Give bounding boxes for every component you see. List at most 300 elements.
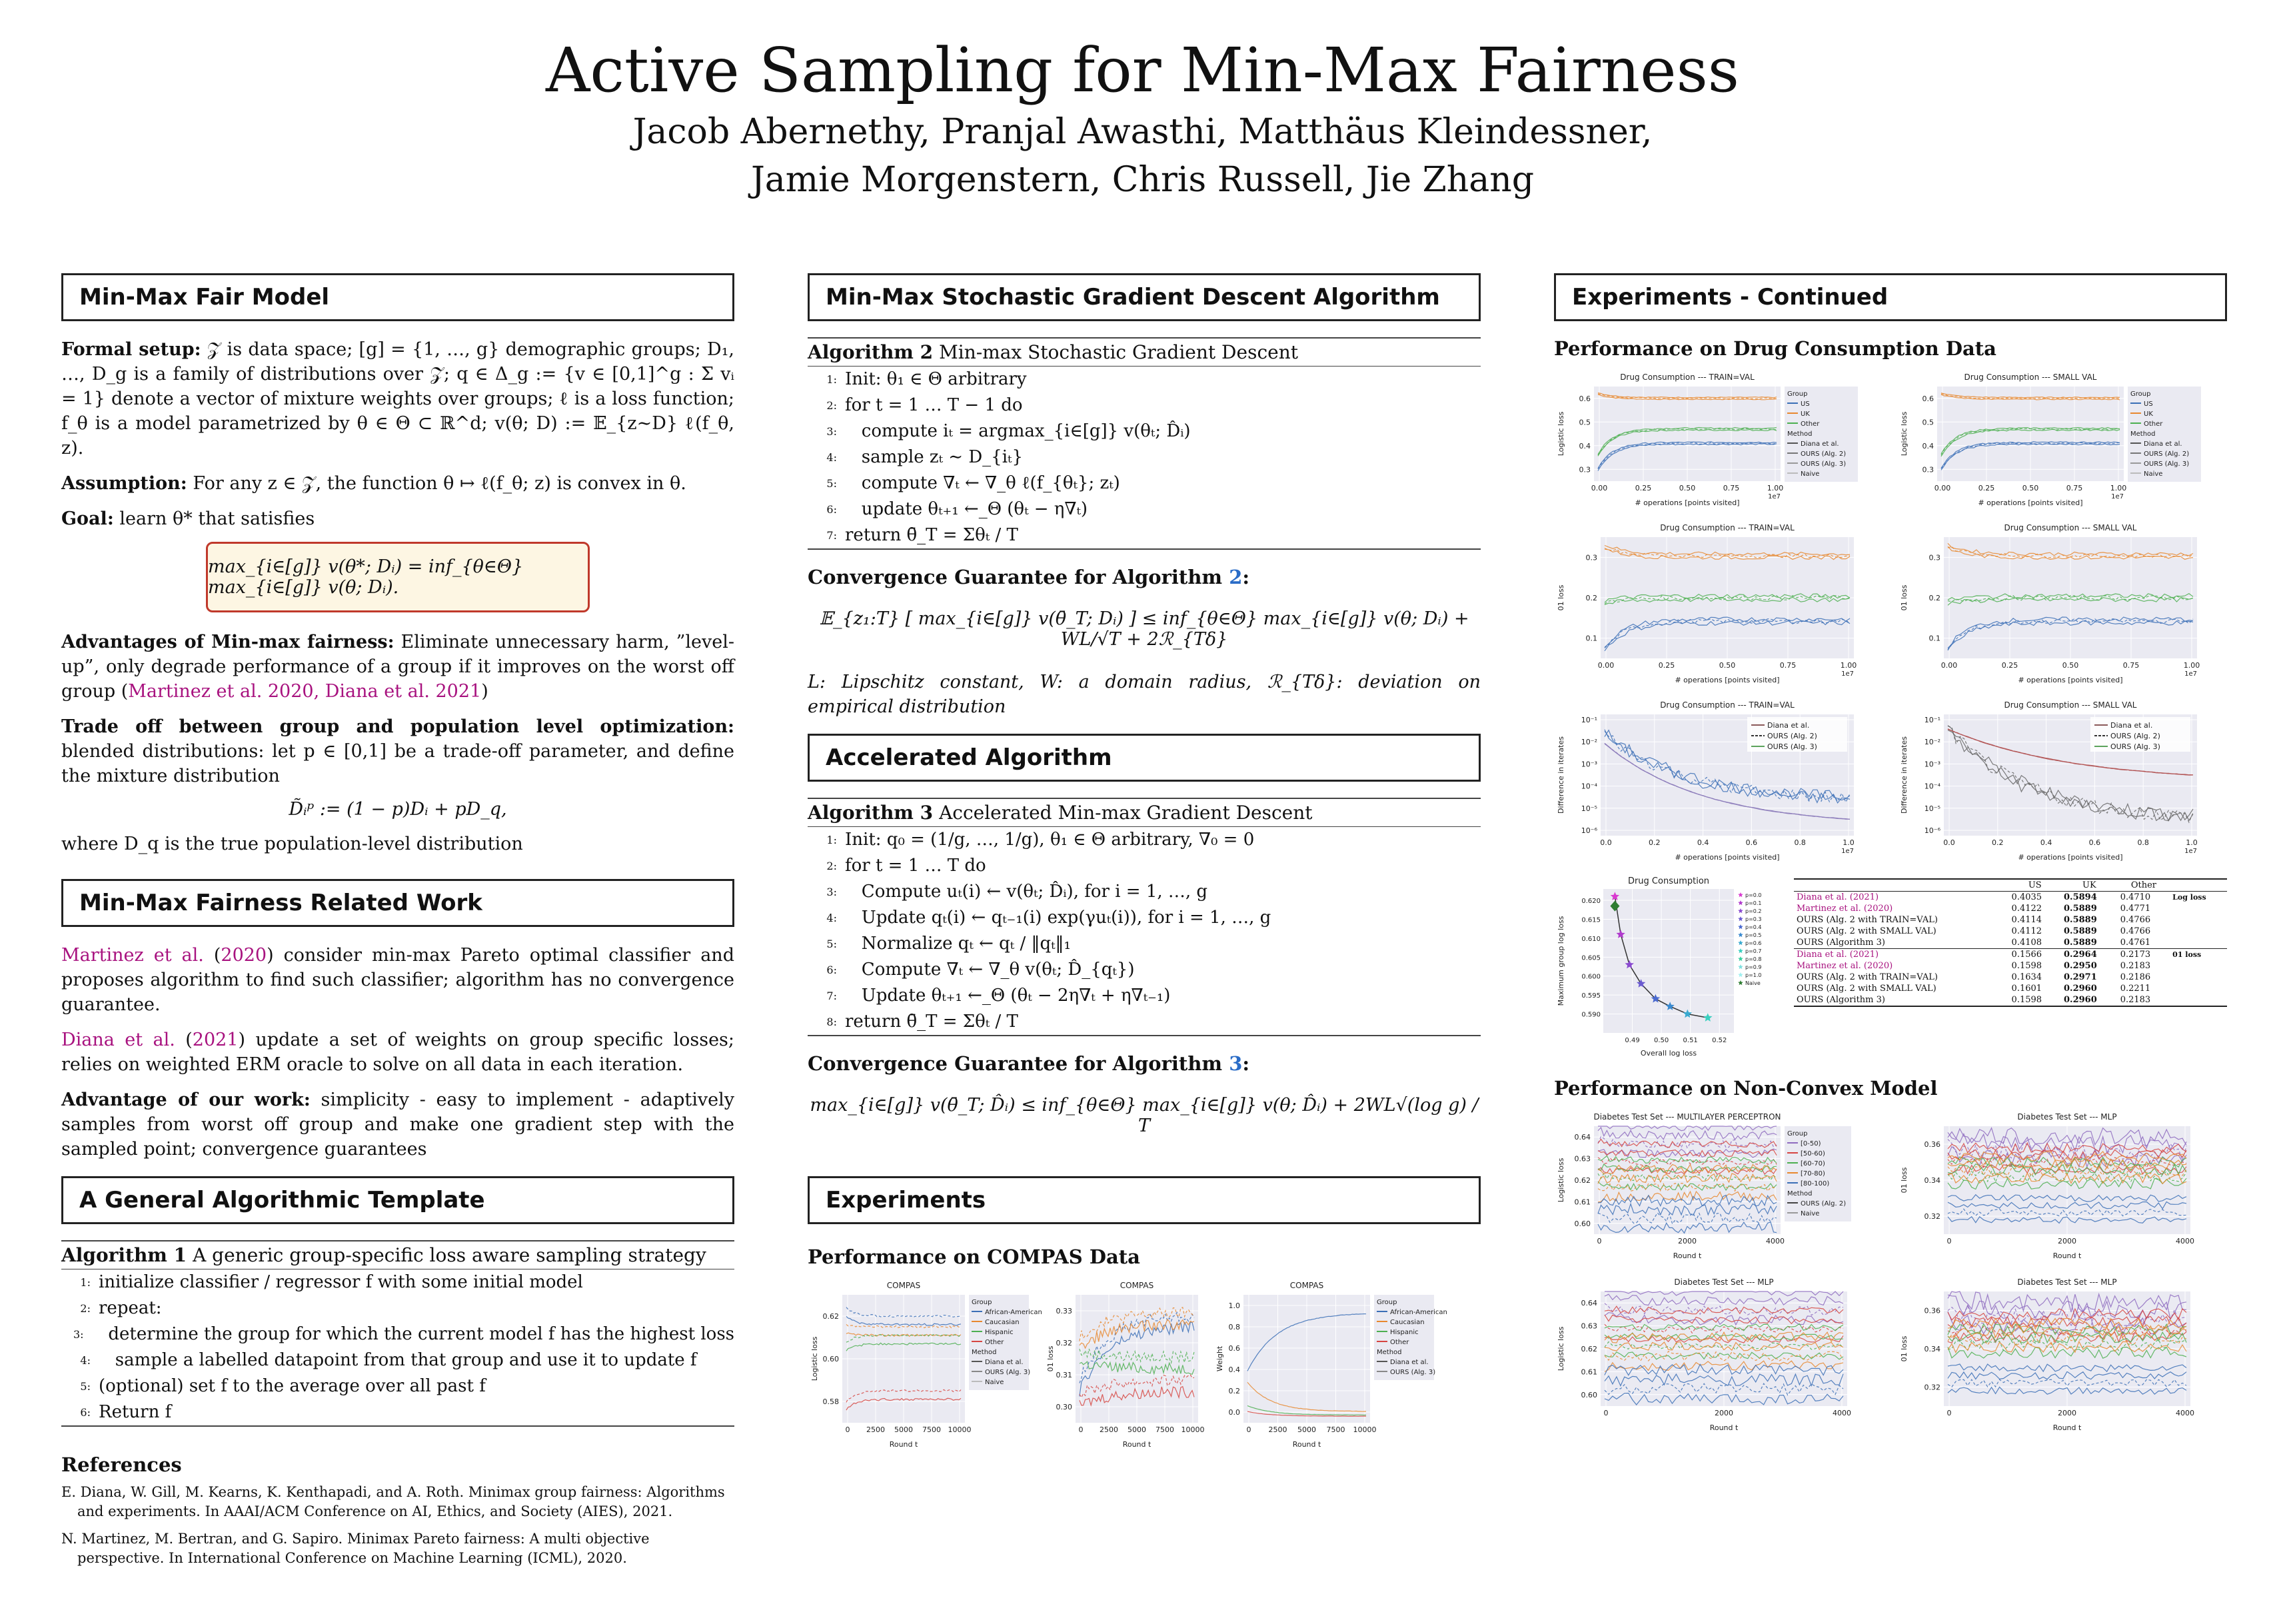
algorithm-2-line-number: 7:: [826, 529, 837, 542]
y-axis-label: 01 loss: [1046, 1345, 1055, 1372]
table-cell: Diana et al. (2021): [1797, 950, 1879, 960]
y-tick-label: 0.610: [1581, 935, 1601, 943]
table-cell: 0.5889: [2064, 915, 2097, 925]
algorithm-3-line: [808, 879, 1481, 905]
y-tick-label: 0.3: [1579, 465, 1591, 474]
advantages-close: ): [481, 681, 488, 702]
y-tick-label: 0.62: [1581, 1345, 1597, 1353]
legend-label: OURS (Alg. 2): [2110, 732, 2160, 740]
diana-citation[interactable]: Diana et al.: [61, 1030, 175, 1050]
x-axis-label: # operations [points visited]: [1978, 498, 2083, 507]
algorithm-1-line: [61, 1269, 734, 1295]
our-advantage: [61, 1088, 734, 1162]
x-tick-label: 0.75: [1723, 484, 1740, 492]
legend-box: [1374, 1295, 1434, 1380]
legend-label: Method: [2130, 430, 2156, 438]
y-axis-label: Difference in iterates: [1557, 736, 1565, 814]
algorithm-3-line: [808, 853, 1481, 879]
algorithm-2-name: Algorithm 2: [808, 341, 934, 363]
x-tick-label: 0.75: [2122, 661, 2140, 670]
legend-label: OURS (Alg. 3): [2144, 460, 2190, 468]
y-axis-label: Maximum group log loss: [1557, 916, 1565, 1006]
x-tick-label: 0.52: [1712, 1037, 1727, 1044]
chart-title: Drug Consumption --- SMALL VAL: [2004, 523, 2137, 532]
x-tick-label: 1.0: [2186, 838, 2198, 847]
algorithm-1-line-text: determine the group for which the current model f has the highest loss: [91, 1324, 734, 1344]
algorithm-1-line-number: 5:: [80, 1380, 91, 1393]
y-tick-label: 0.4: [1579, 441, 1591, 450]
x-axis-label: # operations [points visited]: [1675, 676, 1780, 684]
algorithm-1-line-text: (optional) set f to the average over all past f: [99, 1376, 486, 1396]
chart-title: Diabetes Test Set --- MLP: [2017, 1277, 2117, 1287]
y-tick-label: 1.0: [1228, 1301, 1240, 1310]
table-cell: 0.4108: [2011, 938, 2042, 948]
x-tick-label: 0.50: [1653, 1037, 1669, 1044]
algorithm-1-line-number: 3:: [73, 1328, 84, 1341]
x-axis-label: Round t: [2052, 1251, 2082, 1260]
algorithm-3-line-number: 8:: [826, 1016, 837, 1028]
compas-charts: [808, 1277, 1481, 1453]
x-tick-label: 0: [1946, 1237, 1952, 1245]
table-header-cell: [2170, 879, 2227, 892]
x-tick-label: 10000: [948, 1425, 972, 1434]
advantages: [61, 630, 734, 704]
x-tick-label: 1.00: [1767, 484, 1784, 492]
reference-diana: E. Diana, W. Gill, M. Kearns, K. Kenthapadi, and A. Roth. Minimax group fairness: Algorithms and experiments. In AAAI/ACM Conference on AI, Ethics, and Society (AIES), 2021.: [61, 1484, 725, 1519]
table-cell: 0.5889: [2064, 904, 2097, 914]
x-tick-label: 10000: [1181, 1425, 1205, 1434]
x-tick-label: 0.25: [2001, 661, 2018, 670]
algorithm-3-line-number: 7:: [826, 990, 837, 1002]
legend-label: p=0.1: [1745, 900, 1762, 906]
table-cell: 0.5889: [2064, 926, 2097, 936]
y-tick-label: 0.63: [1581, 1321, 1597, 1331]
x-tick-label: 2000: [2058, 1237, 2076, 1245]
diabetes-mlp-01loss-chart-svg: [1897, 1109, 2204, 1262]
algorithm-3-line-text: return θ̄_T = Σθₜ / T: [845, 1012, 1018, 1032]
algorithm-2-line: [808, 367, 1481, 393]
x-axis-label: Round t: [1292, 1440, 1321, 1449]
x-axis-label: # operations [points visited]: [1635, 498, 1740, 507]
diabetes-mlp-01loss-chart: [1897, 1109, 2227, 1265]
table-cell: Martinez et al. (2020): [1797, 961, 1893, 971]
algorithm-1-header: [61, 1241, 734, 1269]
table-cell: 0.2960: [2064, 995, 2097, 1005]
legend-label: Diana et al.: [1801, 440, 1839, 448]
compas-heading: Performance on COMPAS Data: [808, 1245, 1140, 1268]
table-cell: 0.1598: [2011, 995, 2042, 1005]
y-tick-label: 10⁻⁶: [1581, 826, 1597, 835]
y-tick-label: 0.1: [1928, 634, 1940, 643]
x-tick-label: 0.50: [1679, 484, 1696, 492]
x-scale-note: 1e7: [2184, 848, 2197, 855]
legend-label: Other: [2144, 420, 2163, 428]
y-tick-label: 0.34: [1924, 1176, 1940, 1185]
x-tick-label: 0.75: [2066, 484, 2083, 492]
legend-label: OURS (Alg. 3): [985, 1369, 1031, 1376]
y-tick-label: 0.36: [1924, 1140, 1940, 1149]
x-tick-label: 2500: [866, 1425, 885, 1434]
x-tick-label: 2000: [1678, 1237, 1697, 1245]
x-scale-note: 1e7: [1841, 670, 1854, 678]
legend-label: Method: [1787, 1190, 1813, 1198]
algorithm-3-line: [808, 1009, 1481, 1035]
x-tick-label: 0.25: [1635, 484, 1652, 492]
x-axis-label: Round t: [1673, 1251, 1702, 1260]
legend-label: African-American: [1390, 1309, 1447, 1316]
x-scale-note: 1e7: [2111, 493, 2124, 500]
x-tick-label: 4000: [2176, 1409, 2194, 1417]
table-cell: 0.4766: [2120, 926, 2151, 936]
algorithm-1-line-number: 6:: [80, 1406, 91, 1419]
y-tick-label: 10⁻⁶: [1924, 826, 1940, 835]
y-tick-label: 0.3: [1928, 553, 1940, 562]
x-tick-label: 0.51: [1683, 1037, 1698, 1044]
legend-label: [60-70): [1801, 1160, 1825, 1168]
table-cell: 0.2964: [2064, 950, 2097, 960]
x-tick-label: 0.2: [1992, 838, 2004, 847]
y-tick-label: 0.4: [1228, 1365, 1240, 1374]
y-tick-label: 0.590: [1581, 1011, 1601, 1019]
legend-label: Diana et al.: [2110, 721, 2153, 730]
y-tick-label: 0.595: [1581, 992, 1601, 1000]
legend-label: UK: [2144, 410, 2153, 418]
y-tick-label: 0.8: [1228, 1323, 1240, 1331]
legend-label: p=0.3: [1745, 916, 1762, 922]
x-tick-label: 1.0: [1843, 838, 1855, 847]
x-tick-label: 0.50: [2022, 484, 2039, 492]
drug-pareto-svg: [1554, 873, 1774, 1060]
table-cell: 0.4710: [2120, 892, 2151, 902]
poster-title: Active Sampling for Min-Max Fairness: [545, 35, 1740, 106]
algorithm-2-line: [808, 393, 1481, 418]
legend-label: Diana et al.: [2144, 440, 2182, 448]
legend-label: Hispanic: [1390, 1329, 1419, 1336]
y-tick-label: 0.1: [1585, 634, 1597, 643]
algorithm-3-line-text: for t = 1 … T do: [845, 856, 986, 876]
table-cell: [2170, 926, 2227, 937]
x-tick-label: 2000: [1715, 1409, 1733, 1417]
algorithm-2-line-text: sample zₜ ∼ D_{iₜ}: [845, 447, 1023, 467]
convergence-3-equation: max_{i∈[g]} v(θ̄_T; D̂ᵢ) ≤ inf_{θ∈Θ} max_{i∈[g]} v(θ; D̂ᵢ) + 2WL√(log g) / T: [810, 1095, 1479, 1136]
algorithm-3-name: Algorithm 3: [808, 802, 934, 824]
algorithm-3-header: [808, 799, 1481, 827]
trade-off-label: Trade off between group and population level optimization:: [61, 716, 734, 737]
formal-setup-label: Formal setup:: [61, 339, 201, 360]
x-tick-label: 0.6: [1745, 838, 1758, 847]
drug-01loss-trainval-chart-svg: [1554, 520, 1867, 686]
legend-label: p=0.4: [1745, 924, 1762, 930]
algorithm-2-line-number: 4:: [826, 451, 837, 464]
algorithm-3-line-number: 4:: [826, 912, 837, 924]
section-header-experiments: Experiments: [808, 1176, 1481, 1224]
algorithm-2-line: [808, 444, 1481, 470]
legend-label: p=0.9: [1745, 964, 1762, 970]
x-tick-label: 0.00: [1940, 661, 1958, 670]
algorithm-2-line: [808, 496, 1481, 522]
diabetes-mlp-logloss-2-chart-svg: [1554, 1274, 1861, 1434]
legend-label: Method: [972, 1349, 997, 1356]
drug-logloss-trainval-chart: [1554, 369, 1884, 512]
table-row: [1794, 903, 2227, 914]
y-tick-label: 0.63: [1574, 1154, 1591, 1164]
section-header-accelerated: Accelerated Algorithm: [808, 734, 1481, 782]
legend-label: Naive: [1801, 1210, 1820, 1218]
algorithm-1-line: [61, 1373, 734, 1399]
algorithm-3-lines: [808, 827, 1481, 1035]
advantages-citation[interactable]: Martinez et al. 2020, Diana et al. 2021: [128, 681, 482, 702]
drug-iterates-smallval-chart: [1897, 697, 2227, 866]
table-cell: 0.2211: [2120, 984, 2151, 994]
y-tick-label: 0.4: [1922, 441, 1934, 450]
compas-weight-chart-svg: [1213, 1277, 1447, 1451]
drug-iterates-smallval-chart-svg: [1897, 697, 2210, 864]
x-axis-label: Overall log loss: [1640, 1049, 1697, 1058]
x-tick-label: 1.00: [2110, 484, 2127, 492]
column-2: [808, 273, 1481, 1453]
legend-label: [50-60): [1801, 1150, 1825, 1158]
table-cell: OURS (Alg. 2 with SMALL VAL): [1797, 926, 1936, 936]
x-tick-label: 4000: [2176, 1237, 2194, 1245]
x-tick-label: 7500: [1155, 1425, 1174, 1434]
goal: [61, 506, 734, 531]
y-tick-label: 0.3: [1585, 553, 1597, 562]
y-tick-label: 0.32: [1056, 1339, 1072, 1347]
y-tick-label: 10⁻¹: [1581, 716, 1597, 724]
drug-bottom-row: [1554, 873, 2227, 1062]
table-row: [1794, 983, 2227, 994]
compas-weight-chart: [1213, 1277, 1447, 1453]
chart-title: Diabetes Test Set --- MLP: [2017, 1112, 2117, 1122]
table-cell: 0.2971: [2064, 972, 2097, 982]
algorithm-3-line: [808, 827, 1481, 853]
table-cell: OURS (Alg. 2 with TRAIN=VAL): [1797, 972, 1938, 982]
y-tick-label: 10⁻³: [1581, 760, 1597, 769]
table-row: [1794, 949, 2227, 961]
table-cell: 0.5894: [2064, 892, 2097, 902]
drug-01loss-smallval-chart: [1897, 520, 2227, 689]
convergence-3-heading: Convergence Guarantee for Algorithm 3:: [808, 1052, 1250, 1075]
y-tick-label: 0.64: [1574, 1133, 1591, 1142]
compas-01loss-chart: [1044, 1277, 1203, 1453]
chart-title: COMPAS: [1120, 1281, 1154, 1290]
legend-label: OURS (Alg. 3): [1390, 1369, 1436, 1376]
algorithm-1-line-text: repeat:: [99, 1298, 162, 1318]
legend-label: US: [2144, 401, 2153, 408]
algorithm-1-line-number: 1:: [80, 1276, 91, 1289]
x-tick-label: 0.49: [1625, 1037, 1640, 1044]
convergence-3-algo-link[interactable]: 3: [1229, 1052, 1243, 1075]
table-cell: [2170, 972, 2227, 983]
section-header-min-max-fair-model: Min-Max Fair Model: [61, 273, 734, 321]
our-advantage-text: simplicity - easy to implement - adaptively samples from worst off group and make one gradient step with the sampled point; convergence guarantees: [61, 1090, 734, 1160]
y-tick-label: 0.600: [1581, 973, 1601, 981]
table-cell: 0.4771: [2120, 904, 2151, 914]
chart-title: Diabetes Test Set --- MLP: [1674, 1277, 1774, 1287]
algorithm-2: [808, 337, 1481, 550]
table-row: [1794, 972, 2227, 983]
legend-label: OURS (Alg. 2): [1801, 1200, 1847, 1208]
results-table: [1794, 878, 2227, 1007]
y-tick-label: 0.620: [1581, 898, 1601, 906]
table-cell: 0.2960: [2064, 984, 2097, 994]
authors-line-2: Jamie Morgenstern, Chris Russell, Jie Zhang: [750, 160, 1535, 200]
x-tick-label: 0.00: [1591, 484, 1608, 492]
table-cell: Diana et al. (2021): [1797, 892, 1879, 902]
reference-martinez: N. Martinez, M. Bertran, and G. Sapiro. Minimax Pareto fairness: A multi objective perspective. In International Conference on Machine Learning (ICML), 2020.: [61, 1531, 650, 1566]
algorithm-1-line-text: Return f: [99, 1402, 172, 1422]
algorithm-2-line-text: compute ∇ₜ ← ∇_θ ℓ(f_{θₜ}; zₜ): [845, 473, 1120, 493]
y-tick-label: 0.5: [1922, 418, 1934, 427]
legend-label: OURS (Alg. 2): [1767, 732, 1817, 740]
algorithm-1-line: [61, 1399, 734, 1425]
table-cell: 0.2183: [2120, 961, 2151, 971]
table-cell: 0.5889: [2064, 938, 2097, 948]
algorithm-3-line: [808, 905, 1481, 931]
x-tick-label: 7500: [1326, 1425, 1345, 1434]
goal-equation-box: max_{i∈[g]} v(θ*; Dᵢ) = inf_{θ∈Θ} max_{i∈[g]} v(θ; Dᵢ).: [206, 542, 590, 612]
table-cell: 0.1634: [2011, 972, 2042, 982]
y-axis-label: Logistic loss: [810, 1336, 819, 1381]
chart-title: COMPAS: [886, 1281, 921, 1290]
algorithm-3-line-number: 5:: [826, 938, 837, 950]
y-tick-label: 0.3: [1922, 465, 1934, 474]
legend-label: OURS (Alg. 2): [1801, 450, 1847, 458]
table-row: [1794, 960, 2227, 972]
section-header-min-max-sgd: Min-Max Stochastic Gradient Descent Algorithm: [808, 273, 1481, 321]
table-cell: OURS (Algorithm 3): [1797, 938, 1885, 948]
assumption: [61, 471, 734, 496]
x-tick-label: 2500: [1100, 1425, 1118, 1434]
table-cell: 0.1601: [2011, 984, 2042, 994]
table-header-cell: [1794, 879, 2009, 892]
legend-label: OURS (Alg. 3): [1767, 742, 1817, 751]
diabetes-mlp-logloss-chart-svg: [1554, 1109, 1861, 1262]
algorithm-3: [808, 798, 1481, 1036]
y-tick-label: 0.64: [1581, 1299, 1597, 1308]
goal-label: Goal:: [61, 508, 114, 529]
algorithm-2-title: Min-max Stochastic Gradient Descent: [939, 341, 1298, 363]
y-tick-label: 0.6: [1228, 1344, 1240, 1353]
table-cell: [2170, 914, 2227, 926]
diabetes-mlp-01loss-2-chart: [1897, 1274, 2227, 1437]
table-cell: 0.2183: [2120, 995, 2151, 1005]
algorithm-3-line-text: Normalize qₜ ← qₜ / ‖qₜ‖₁: [845, 934, 1071, 954]
algorithm-2-line-number: 5:: [826, 477, 837, 490]
table-cell: OURS (Algorithm 3): [1797, 995, 1885, 1005]
goal-text: learn θ* that satisfies: [119, 508, 315, 529]
convergence-2-algo-link[interactable]: 2: [1229, 566, 1243, 588]
table-cell: 0.4122: [2011, 904, 2042, 914]
chart-title: Drug Consumption --- TRAIN=VAL: [1660, 523, 1795, 532]
y-axis-label: 01 loss: [1557, 584, 1565, 611]
x-tick-label: 0: [1078, 1425, 1084, 1434]
table-cell: 0.4114: [2011, 915, 2042, 925]
x-tick-label: 0: [1246, 1425, 1251, 1434]
y-tick-label: 0.34: [1924, 1345, 1940, 1353]
formal-setup: [61, 337, 734, 460]
table-cell: [2170, 983, 2227, 994]
table-cell: 01 loss: [2172, 950, 2202, 959]
chart-title: Diabetes Test Set --- MULTILAYER PERCEPTRON: [1593, 1112, 1781, 1122]
trade-off-equation: D̃ᵢᵖ := (1 − p)Dᵢ + pD_q,: [289, 799, 507, 820]
x-tick-label: 2500: [1268, 1425, 1287, 1434]
diana-year[interactable]: 2021: [192, 1030, 239, 1050]
y-axis-label: 01 loss: [1900, 1167, 1908, 1194]
x-tick-label: 0.2: [1649, 838, 1661, 847]
y-tick-label: 0.30: [1056, 1403, 1072, 1411]
table-cell: OURS (Alg. 2 with SMALL VAL): [1797, 984, 1936, 994]
legend-label: UK: [1801, 410, 1810, 418]
table-cell: [2170, 937, 2227, 949]
y-tick-label: 0.61: [1581, 1367, 1597, 1377]
algorithm-3-line-text: Update qₜ(i) ← qₜ₋₁(i) exp(γuₜ(i)), for i = 1, …, g: [845, 908, 1271, 928]
table-row: [1794, 892, 2227, 904]
y-tick-label: 0.62: [1574, 1176, 1591, 1185]
y-tick-label: 0.32: [1924, 1212, 1940, 1221]
y-axis-label: Weight: [1215, 1345, 1224, 1372]
legend-label: p=0.0: [1745, 892, 1762, 898]
x-tick-label: 0: [1603, 1409, 1609, 1417]
x-tick-label: 0.4: [2040, 838, 2052, 847]
x-tick-label: 0: [1597, 1237, 1602, 1245]
table-cell: 0.1598: [2011, 961, 2042, 971]
y-tick-label: 0.2: [1228, 1387, 1240, 1395]
algorithm-3-title: Accelerated Min-max Gradient Descent: [939, 802, 1313, 824]
x-tick-label: 0: [845, 1425, 850, 1434]
legend-label: p=0.6: [1745, 940, 1762, 946]
algorithm-2-lines: [808, 367, 1481, 548]
column-1: [61, 273, 734, 1576]
algorithm-2-line-text: compute iₜ = argmax_{i∈[g]} v(θₜ; D̂ᵢ): [845, 421, 1191, 441]
table-header-cell: Other: [2130, 880, 2157, 890]
algorithm-2-line-text: return θ̄_T = Σθₜ / T: [845, 525, 1018, 545]
table-cell: 0.2950: [2064, 961, 2097, 971]
legend-label: Naive: [1745, 980, 1761, 986]
table-row: [1794, 937, 2227, 949]
convergence-3-title: Convergence Guarantee for Algorithm: [808, 1052, 1223, 1075]
algorithm-2-line-text: for t = 1 … T − 1 do: [845, 395, 1023, 415]
trade-off-after: where D_q is the true population-level distribution: [61, 834, 523, 854]
x-tick-label: 4000: [1833, 1409, 1851, 1417]
y-axis-label: Logistic loss: [1557, 1158, 1565, 1203]
martinez-citation[interactable]: Martinez et al.: [61, 945, 204, 966]
algorithm-1-line: [61, 1295, 734, 1321]
references-heading: References: [61, 1453, 182, 1476]
algorithm-2-line-number: 2:: [826, 399, 837, 412]
legend-label: OURS (Alg. 3): [1801, 460, 1847, 468]
algorithm-1-line-text: sample a labelled datapoint from that group and use it to update f: [99, 1350, 697, 1370]
y-axis-label: Logistic loss: [1900, 411, 1908, 456]
assumption-label: Assumption:: [61, 473, 187, 494]
legend-label: Group: [1787, 1130, 1808, 1138]
drug-iterates-trainval-chart: [1554, 697, 1884, 866]
x-tick-label: 0.00: [1597, 661, 1615, 670]
algorithm-3-line: [808, 931, 1481, 957]
y-axis-label: 01 loss: [1900, 1335, 1908, 1362]
martinez-year[interactable]: 2020: [221, 945, 267, 966]
legend-label: Group: [1377, 1299, 1397, 1306]
drug-logloss-smallval-chart: [1897, 369, 2227, 512]
algorithm-2-line-number: 3:: [826, 425, 837, 438]
diabetes-mlp-01loss-2-chart-svg: [1897, 1274, 2204, 1434]
algorithm-1: [61, 1240, 734, 1427]
trade-off-text: blended distributions: let p ∈ [0,1] be a trade-off parameter, and define the mixture distribution: [61, 741, 734, 786]
legend-label: [0-50): [1801, 1140, 1821, 1148]
x-tick-label: 0.25: [1658, 661, 1675, 670]
legend-label: Hispanic: [985, 1329, 1014, 1336]
y-axis-label: Logistic loss: [1557, 1326, 1565, 1371]
